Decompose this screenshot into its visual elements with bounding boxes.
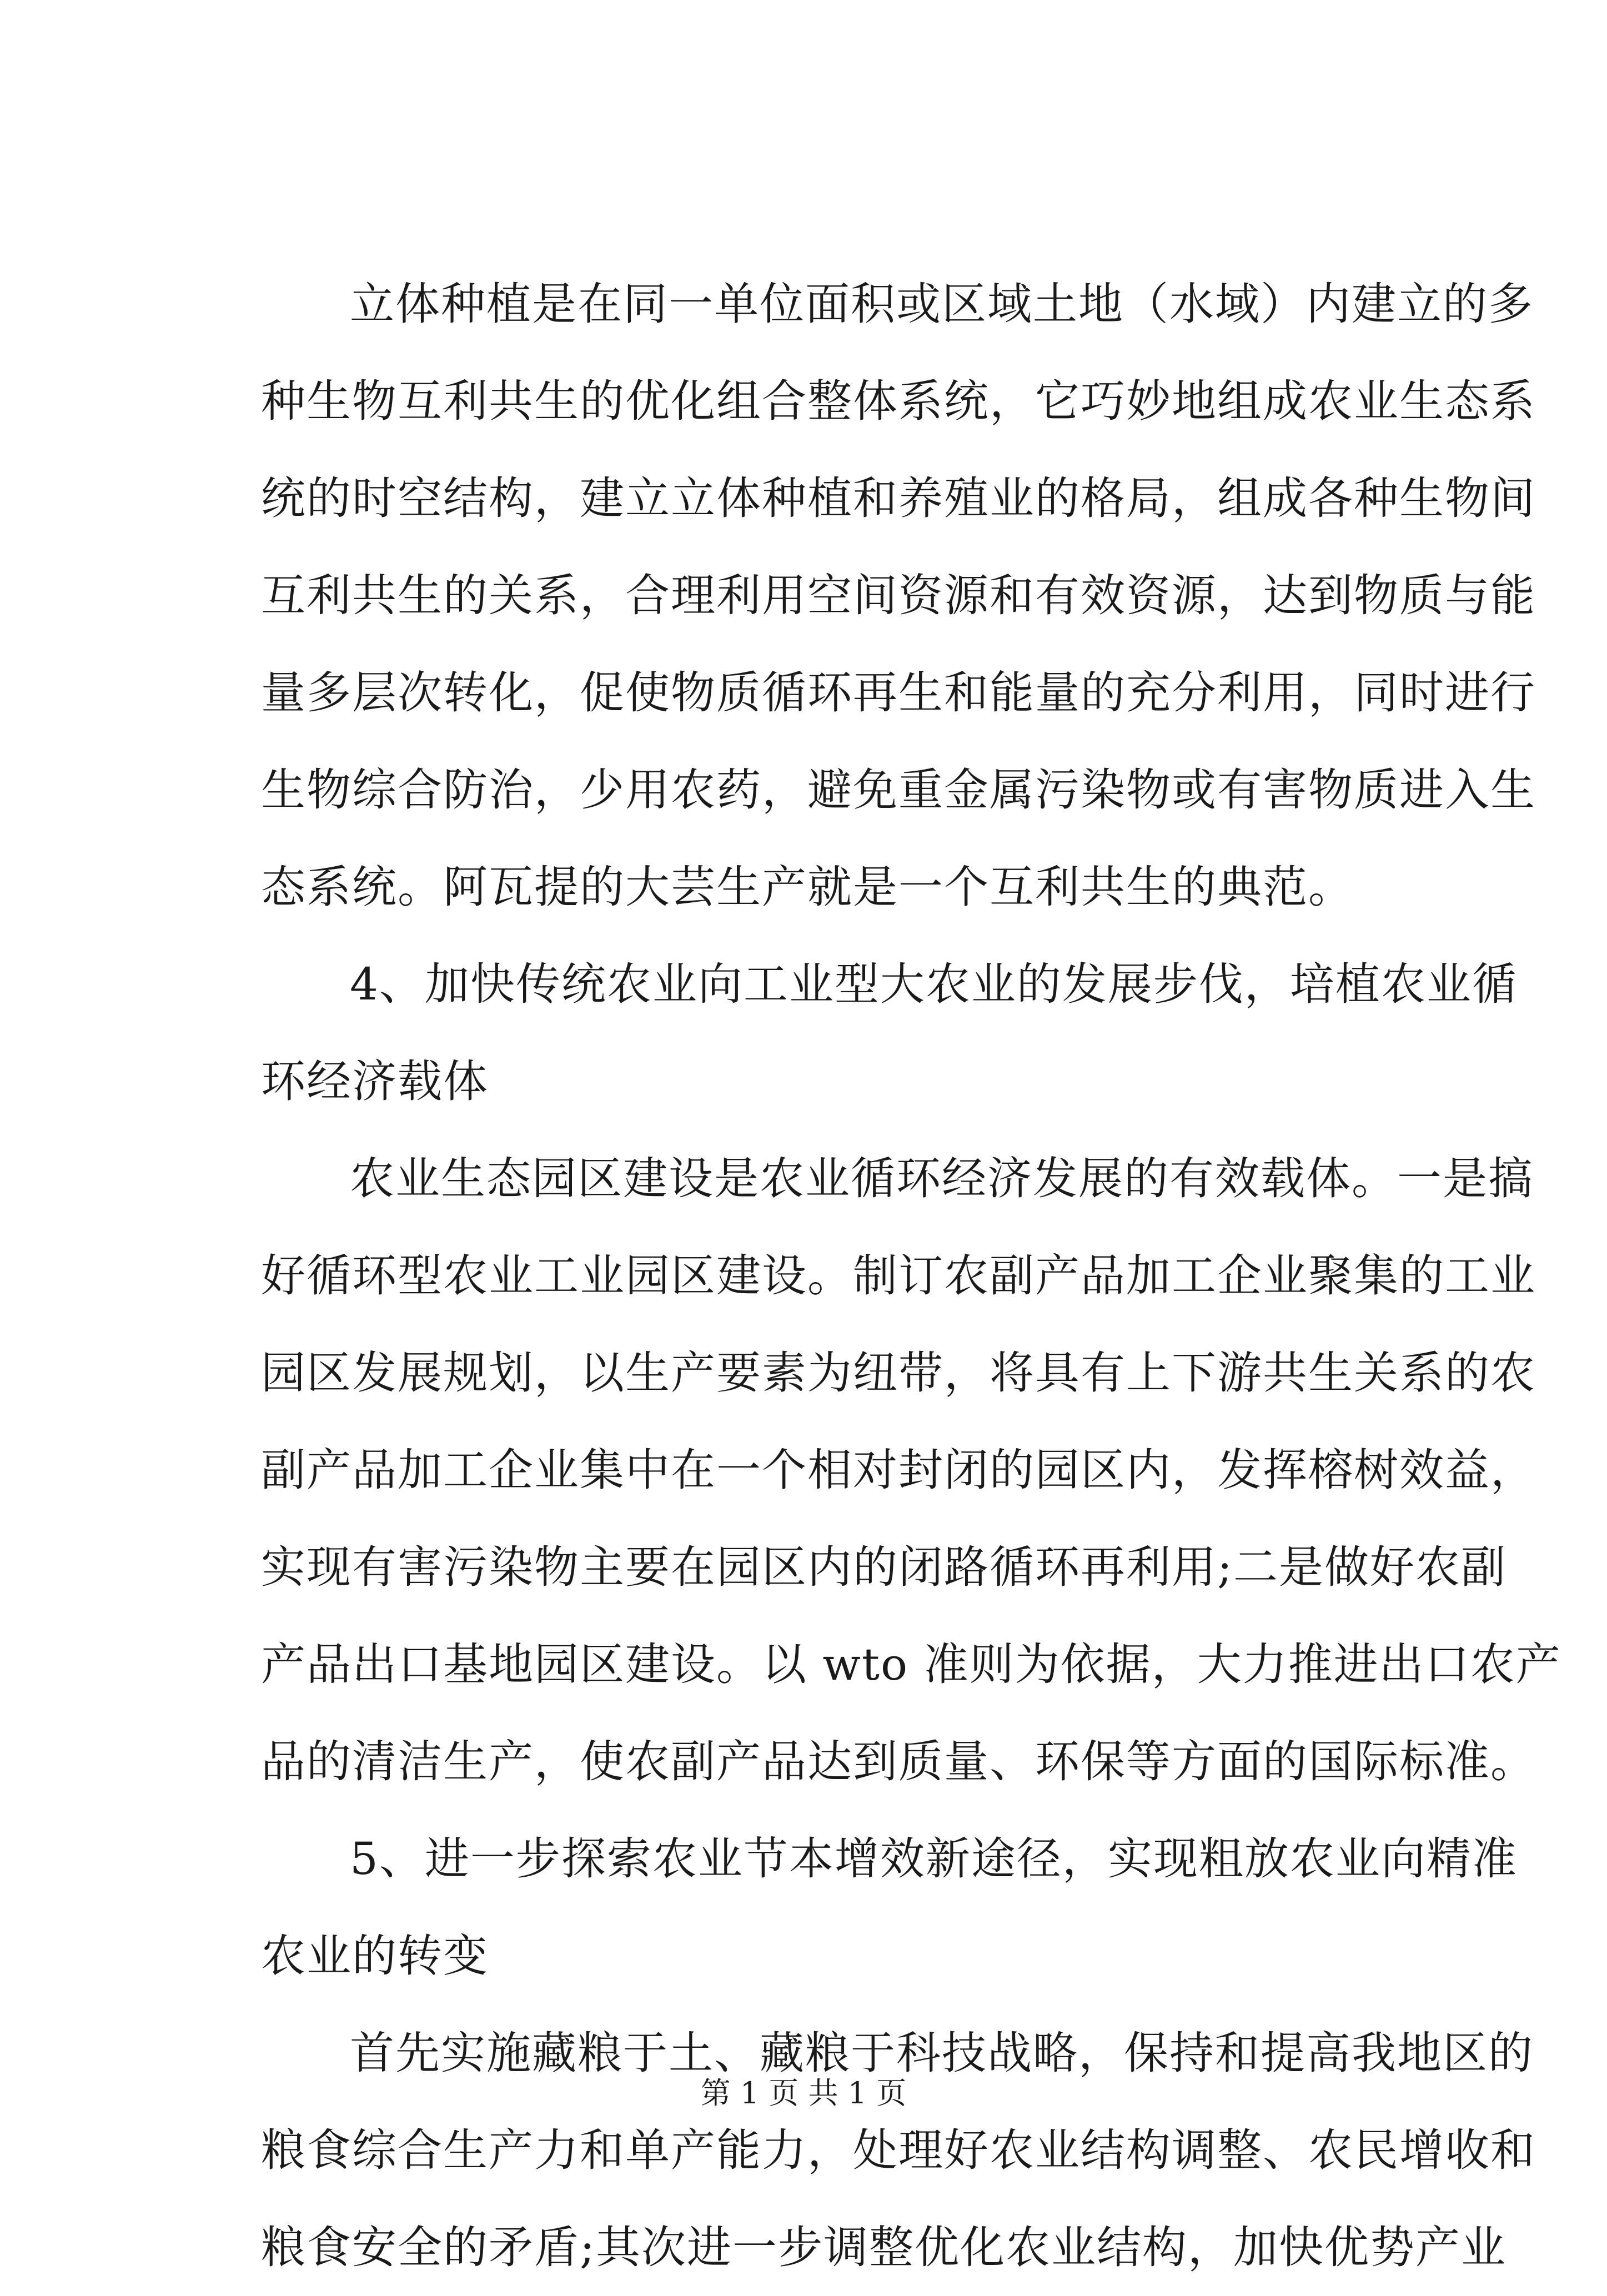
- paragraph-line: 种生物互利共生的优化组合整体系统，它巧妙地组成农业生态系: [261, 375, 1536, 427]
- paragraph-line: 产品出口基地园区建设。以 wto 准则为依据，大力推进出口农产: [261, 1639, 1561, 1690]
- paragraph-line: 好循环型农业工业园区建设。制订农副产品加工企业聚集的工业: [261, 1250, 1536, 1302]
- section-heading-line: 环经济载体: [261, 1056, 489, 1107]
- paragraph-line: 首先实施藏粮于土、藏粮于科技战略，保持和提高我地区的: [350, 2027, 1534, 2079]
- paragraph-line: 态系统。阿瓦提的大芸生产就是一个互利共生的典范。: [261, 861, 1354, 913]
- paragraph-line: 园区发展规划，以生产要素为纽带，将具有上下游共生关系的农: [261, 1347, 1536, 1399]
- section-heading-line: 5、进一步探索农业节本增效新途径，实现粗放农业向精准: [350, 1833, 1518, 1885]
- paragraph-line: 量多层次转化，促使物质循环再生和能量的充分利用，同时进行: [261, 667, 1536, 719]
- paragraph-line: 统的时空结构，建立立体种植和养殖业的格局，组成各种生物间: [261, 473, 1536, 524]
- section-heading-line: 4、加快传统农业向工业型大农业的发展步伐，培植农业循: [350, 958, 1518, 1010]
- page-footer: 第 1 页 共 1 页: [700, 2076, 907, 2111]
- paragraph-line: 副产品加工企业集中在一个相对封闭的园区内，发挥榕树效益，: [261, 1444, 1536, 1496]
- paragraph-line: 互利共生的关系，合理利用空间资源和有效资源，达到物质与能: [261, 570, 1536, 621]
- section-heading-line: 农业的转变: [261, 1930, 489, 1982]
- paragraph-line: 品的清洁生产，使农副产品达到质量、环保等方面的国际标准。: [261, 1736, 1536, 1787]
- paragraph-line: 粮食综合生产力和单产能力，处理好农业结构调整、农民增收和: [261, 2124, 1536, 2176]
- paragraph-line: 粮食安全的矛盾;其次进一步调整优化农业结构，加快优势产业: [261, 2222, 1506, 2273]
- paragraph-line: 立体种植是在同一单位面积或区域土地（水域）内建立的多: [350, 278, 1534, 330]
- paragraph-line: 农业生态园区建设是农业循环经济发展的有效载体。一是搞: [350, 1153, 1534, 1204]
- paragraph-line: 生物综合防治，少用农药，避免重金属污染物或有害物质进入生: [261, 764, 1536, 816]
- document-body: [261, 255, 1561, 2296]
- paragraph-line: 实现有害污染物主要在园区内的闭路循环再利用;二是做好农副: [261, 1541, 1506, 1593]
